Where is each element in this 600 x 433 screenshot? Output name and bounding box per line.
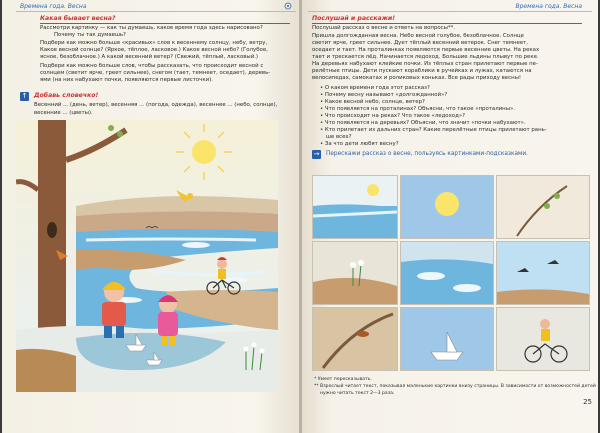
- picture-panel-5: [400, 241, 494, 305]
- picture-panel-2: [400, 175, 494, 239]
- intro-line-8: ями (на них набухают почки, появляются первые листочки).: [40, 77, 213, 83]
- picture-panel-3: [496, 175, 590, 239]
- right-section-title: Послушай и расскажи!: [312, 15, 582, 24]
- story-line-1: Пришла долгожданная весна. Небо весной голубое, безоблачное. Солнце: [312, 33, 524, 39]
- intro-line-3: Подбери как можно больше «красивых» слов к весеннему солнцу, небу, ветру,: [40, 40, 268, 46]
- question-1: • О каком времени года этот рассказ?: [320, 85, 430, 91]
- add-word-line-2: весенние ... (цветы).: [34, 110, 93, 116]
- intro-line-4: Какое весной солнце? (Яркое, тёплое, ласковое.) Какое весной небо? (Голубое,: [40, 47, 268, 53]
- picture-panel-9: [496, 307, 590, 371]
- add-word-title: Добавь словечко!: [34, 92, 99, 99]
- intro-line-1: Рассмотри картинку — как ты думаешь, какое время года здесь нарисовано?: [40, 25, 263, 31]
- right-page: [302, 0, 598, 433]
- footnote-2: ** Взрослый читает текст, показывая маленькие картинки внизу страницы. В зависимости от возможностей детей: [314, 384, 596, 389]
- add-word-line-1: Весенний ... (день, ветер), весенняя ... (погода, одежда), весеннее ... (небо, солнце),: [34, 102, 278, 108]
- question-7-cont: ше всех?: [326, 134, 352, 140]
- story-line-4: тает и трескается лёд. Начинается ледоход. Большие льдины плывут по реке.: [312, 54, 539, 60]
- picture-panel-1: [312, 175, 398, 239]
- picture-panel-6: [496, 241, 590, 305]
- story-line-3: оседает и тает. На проталинках появляются первые весенние цветы. На реках: [312, 47, 540, 53]
- retell-instruction: Перескажи рассказ о весне, пользуясь картинками-подсказками.: [326, 151, 528, 157]
- story-line-6: релётные птицы. Дети пускают кораблики в ручейках и лужах, катаются на: [312, 68, 532, 74]
- story-intro: Послушай рассказ о весне и ответь на вопросы**.: [312, 25, 455, 31]
- book-spread: [2, 0, 598, 433]
- arrow-right-icon: →: [313, 150, 320, 158]
- question-4: • Что появляется на проталинах? Объясни, что такое «проталины».: [320, 106, 515, 112]
- question-2: • Почему весну называют «долгожданной»?: [320, 92, 448, 98]
- intro-line-2: Почему ты так думаешь?: [54, 32, 126, 38]
- intro-line-6: Подбери как можно больше слов, чтобы рассказать, что происходит весной с: [40, 63, 264, 69]
- right-header-rule: [308, 11, 592, 12]
- story-line-7: велосипедах, самокатах и роликовых коньках. Все рады приходу весны!: [312, 75, 522, 81]
- question-5: • Что происходит на реках? Что такое «ледоход»?: [320, 113, 465, 119]
- right-running-header: Времена года. Весна: [515, 3, 582, 10]
- question-6: • Что появляется на деревьях? Объясни, что значит «почки набухают».: [320, 120, 526, 126]
- story-line-5: На деревьях набухают клейкие почки. Из тёплых стран прилетают первые пе-: [312, 61, 538, 67]
- footnote-3: нужно читать текст 2—3 раза.: [320, 391, 395, 396]
- footnote-1: * Умеет пересказывать.: [314, 377, 372, 382]
- story-line-2: светит ярче, греет сильнее. Дует тёплый весенний ветерок. Снег темнеет,: [312, 40, 529, 46]
- left-page: [2, 0, 300, 433]
- flower-icon: [282, 1, 294, 14]
- picture-panel-7: [312, 307, 398, 371]
- question-7: • Кто прилетает из дальних стран? Какие перелётные птицы прилетают рань-: [320, 127, 547, 133]
- question-3: • Какое весной небо, солнце, ветер?: [320, 99, 425, 105]
- spring-illustration: [16, 120, 278, 392]
- arrow-up-icon: ↑: [21, 92, 28, 100]
- left-running-header: Времена года. Весна: [20, 3, 87, 10]
- intro-line-7: солнцем (светит ярче, греет сильнее), снегом (тает, темнеет, оседает), деревь-: [40, 70, 271, 76]
- question-8: • За что дети любят весну?: [320, 141, 399, 147]
- left-header-rule: [16, 11, 296, 12]
- left-section-title: Какая бывает весна?: [40, 15, 290, 24]
- page-number: 25: [583, 398, 592, 406]
- intro-line-5: ясное, безоблачное.) А какой весенний ветер? (Свежий, тёплый, ласковый.): [40, 54, 259, 60]
- picture-panel-8: [400, 307, 494, 371]
- picture-panel-4: [312, 241, 398, 305]
